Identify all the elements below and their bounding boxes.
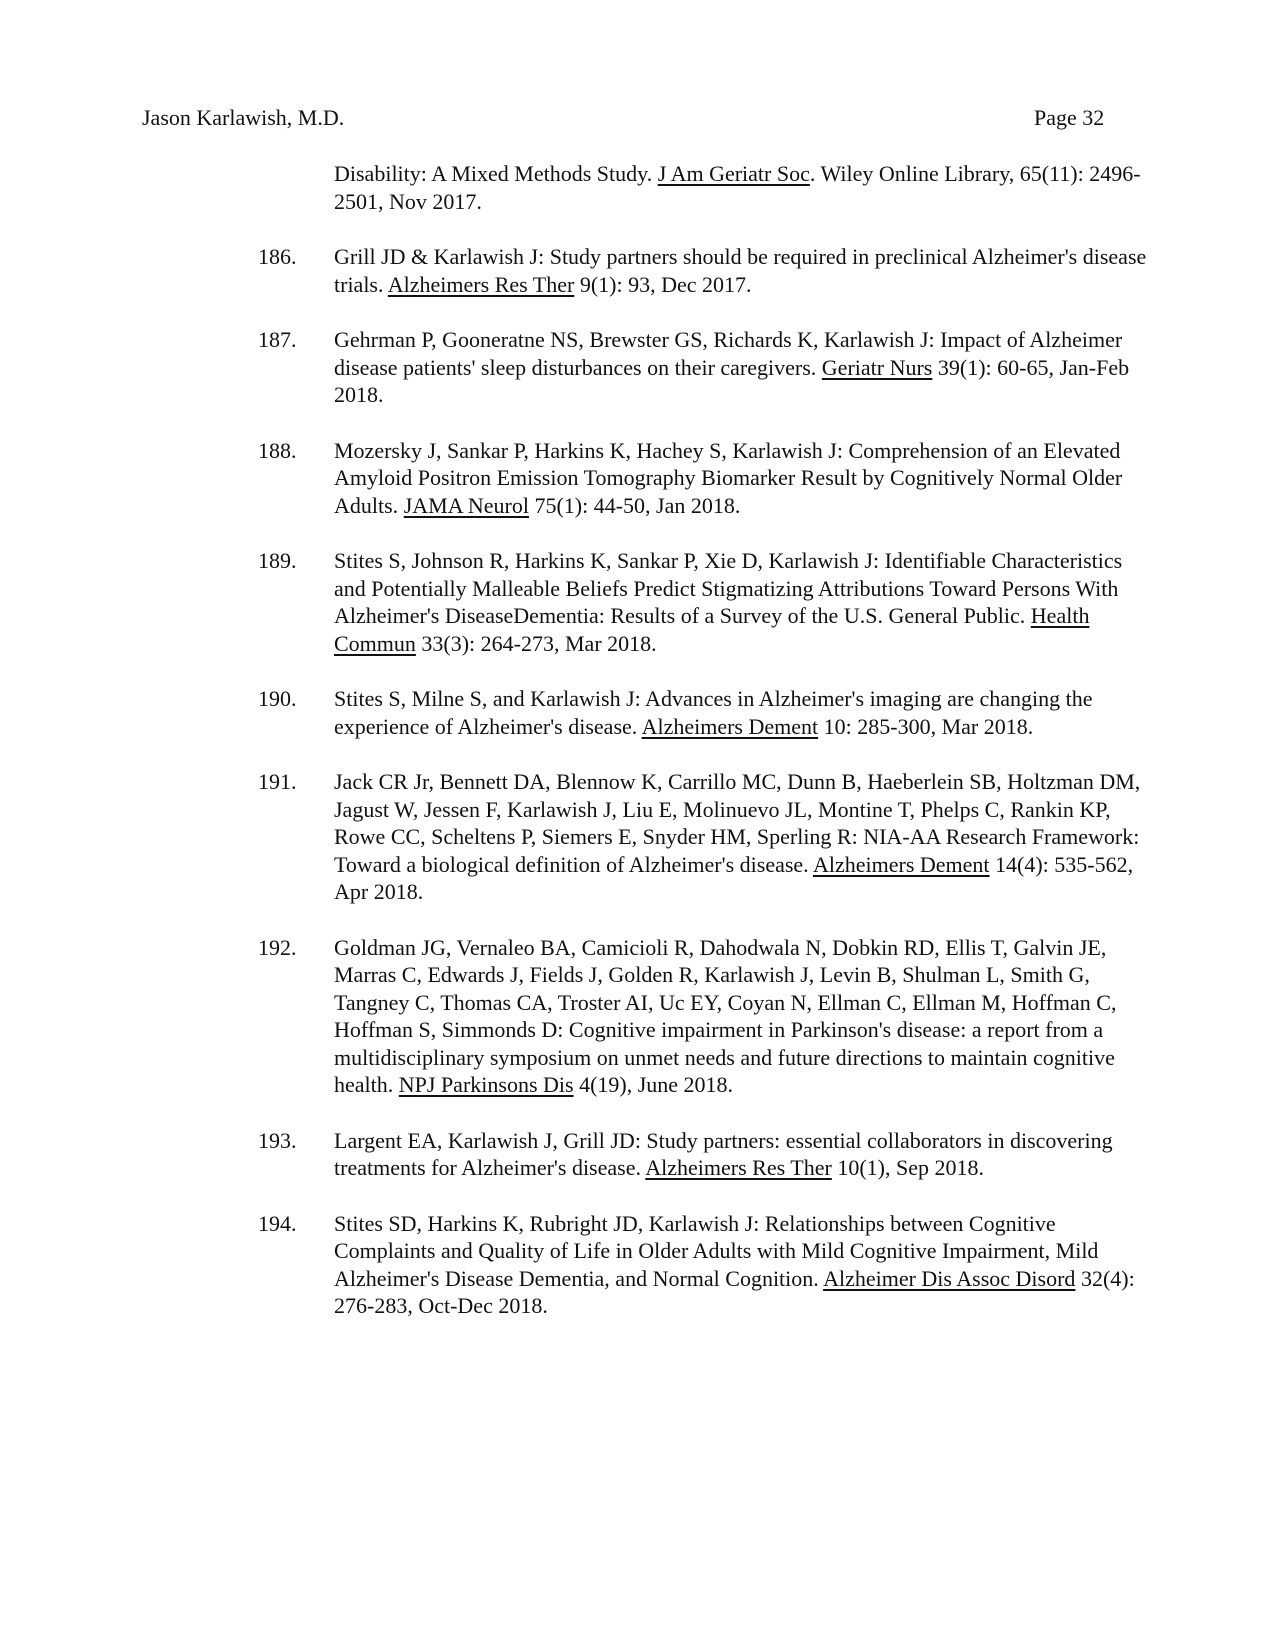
reference-citation: 4(19), June 2018. [573,1072,734,1097]
reference-citation: 10: 285-300, Mar 2018. [818,713,1034,739]
reference-citation: 33(3): 264-273, Mar 2018. [415,630,657,656]
journal-name: Alzheimers Dement [641,713,819,739]
journal-name: Alzheimer Dis Assoc Disord [823,1265,1076,1291]
reference-item [258,934,1154,1099]
reference-number: 194. [258,1210,297,1236]
journal-name: Alzheimers Dement [812,851,990,877]
journal-name: JAMA Neurol [403,492,529,518]
reference-item [258,547,1154,657]
reference-number: 189. [258,548,297,573]
running-header-author: Jason Karlawish, M.D. [142,105,345,130]
journal-name: Alzheimers Res Ther [387,271,575,297]
reference-citation: 32(4): 276-283, Oct-Dec 2018. [334,1265,1135,1318]
reference-number: 192. [258,934,297,960]
reference-item [258,326,1154,409]
reference-number: 186. [258,244,297,269]
reference-number: 193. [258,1127,297,1153]
reference-item [334,160,1154,215]
reference-text: Mozersky J, Sankar P, Harkins K, Hachey S, Karlawish J: Comprehension of an Elevated Amyloid Positron Emission Tomography Biomarker Result by Cognitively Normal Older Adults. [334,437,1123,518]
reference-number: 187. [258,327,297,352]
journal-name: NPJ Parkinsons Dis [398,1072,574,1097]
reference-text: Stites S, Johnson R, Harkins K, Sankar P, Xie D, Karlawish J: Identifiable Characteristics and Potentially Malleable Beliefs Predict Stigmatizing Attributions Toward Persons With Alzheimer's DiseaseDementia: Results of a Survey of the U.S. General Public. [334,548,1123,628]
reference-citation: 39(1): 60-65, Jan-Feb 2018. [334,354,1130,407]
reference-citation: 9(1): 93, Dec 2017. [574,271,752,297]
reference-text: Goldman JG, Vernaleo BA, Camicioli R, Dahodwala N, Dobkin RD, Ellis T, Galvin JE, Marras C, Edwards J, Fields J, Golden R, Karlawish J, Levin B, Shulman L, Smith G, Tangney C, Thomas CA, Troster AI, Uc EY, Coyan N, Ellman C, Ellman M, Hoffman C, Hoffman S, Simmonds D: Cognitive impairment in Parkinson's disease: a report from a multidisciplinary symposium on unmet needs and future directions to maintain cognitive health. [334,934,1117,1097]
reference-text: Stites SD, Harkins K, Rubright JD, Karlawish J: Relationships between Cognitive Complaints and Quality of Life in Older Adults with Mild Cognitive Impairment, Mild Alzheimer's Disease Dementia, and Normal Cognition. [334,1210,1099,1291]
reference-list [258,160,1154,1348]
reference-number: 188. [258,437,297,463]
reference-text: Gehrman P, Gooneratne NS, Brewster GS, Richards K, Karlawish J: Impact of Alzheimer disease patients' sleep disturbances on their caregivers. [334,327,1123,380]
reference-item [258,1210,1154,1320]
reference-item [258,685,1154,740]
reference-number: 191. [258,769,297,794]
reference-citation: 14(4): 535-562, Apr 2018. [334,851,1134,904]
journal-name: Health Commun [334,603,1090,656]
reference-item [258,768,1154,906]
reference-text: Grill JD & Karlawish J: Study partners should be required in preclinical Alzheimer's disease trials. [334,244,1147,297]
reference-item [258,243,1154,298]
reference-citation: 10(1), Sep 2018. [831,1155,984,1180]
reference-text: Disability: A Mixed Methods Study. [334,161,658,186]
journal-name: Geriatr Nurs [821,354,933,380]
reference-item [258,1127,1154,1182]
reference-citation: 75(1): 44-50, Jan 2018. [528,492,741,518]
reference-text: Stites S, Milne S, and Karlawish J: Advances in Alzheimer's imaging are changing the experience of Alzheimer's disease. [334,686,1093,739]
journal-name: Alzheimers Res Ther [645,1155,832,1180]
reference-text: Largent EA, Karlawish J, Grill JD: Study partners: essential collaborators in discovering treatments for Alzheimer's disease. [334,1127,1113,1180]
reference-number: 190. [258,686,297,711]
journal-name: J Am Geriatr Soc [657,161,810,186]
reference-citation: . Wiley Online Library, 65(11): 2496-2501, Nov 2017. [334,161,1141,214]
reference-text: Jack CR Jr, Bennett DA, Blennow K, Carrillo MC, Dunn B, Haeberlein SB, Holtzman DM, Jagust W, Jessen F, Karlawish J, Liu E, Molinuevo JL, Montine T, Phelps C, Rankin KP, Rowe CC, Scheltens P, Siemers E, Snyder HM, Sperling R: NIA-AA Research Framework: Toward a biological definition of Alzheimer's disease. [334,769,1141,877]
page-number: Page 32 [1034,105,1105,130]
reference-item [258,437,1154,520]
